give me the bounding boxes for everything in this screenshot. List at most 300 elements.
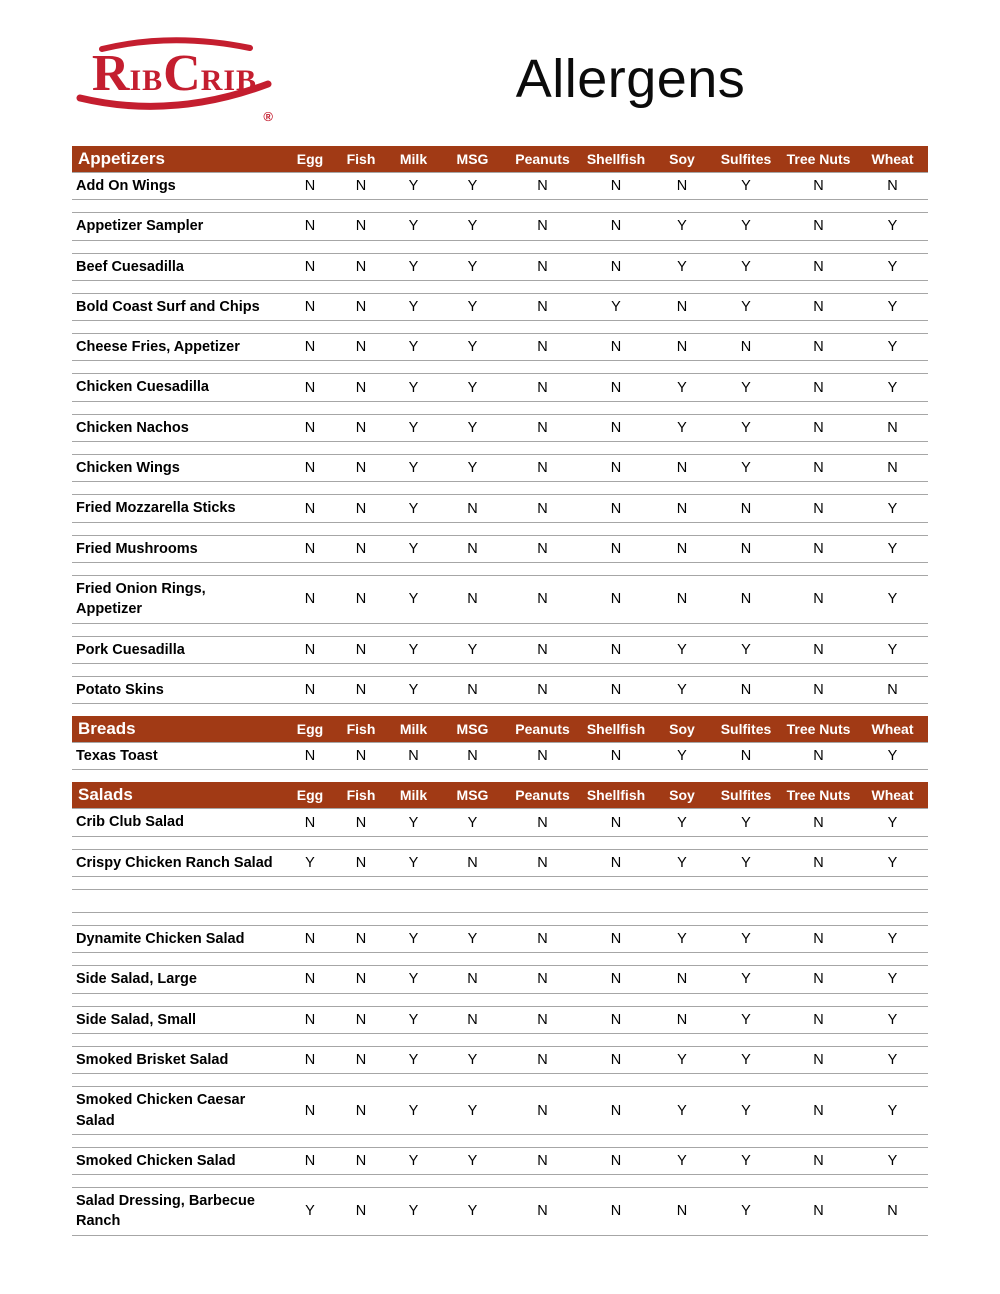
- column-header: Milk: [399, 721, 428, 738]
- table-row: [72, 494, 928, 522]
- allergen-value: Y: [887, 1152, 898, 1169]
- allergen-value: N: [355, 1152, 367, 1169]
- item-name: Crib Club Salad: [76, 814, 184, 831]
- allergen-value: Y: [741, 641, 751, 658]
- allergen-value: Y: [741, 1102, 751, 1119]
- allergen-value: N: [676, 339, 688, 356]
- allergen-value: N: [740, 500, 752, 517]
- page-header: [0, 0, 1000, 130]
- logo-letter: R: [91, 45, 130, 102]
- column-header: Wheat: [871, 151, 914, 167]
- allergen-value: Y: [887, 591, 898, 608]
- allergen-value: N: [304, 1102, 316, 1119]
- allergen-value: Y: [467, 379, 478, 396]
- allergen-value: Y: [887, 1102, 898, 1119]
- allergen-value: N: [676, 500, 688, 517]
- table-row: [72, 1187, 928, 1236]
- allergen-value: Y: [887, 258, 898, 275]
- allergen-value: N: [355, 1011, 367, 1028]
- table-row: [72, 965, 928, 993]
- allergen-value: Y: [467, 258, 478, 275]
- allergen-value: Y: [408, 1203, 419, 1220]
- column-header: Shellfish: [586, 721, 646, 738]
- table-row: [72, 1046, 928, 1074]
- allergen-value: Y: [467, 218, 478, 235]
- allergen-value: N: [304, 971, 316, 988]
- allergen-value: Y: [408, 641, 419, 658]
- item-name: Bold Coast Surf and Chips: [76, 298, 260, 315]
- allergen-value: N: [813, 379, 824, 396]
- allergen-value: N: [813, 1203, 824, 1220]
- allergen-value: N: [610, 1203, 622, 1220]
- allergen-value: N: [467, 971, 478, 988]
- allergen-value: N: [467, 591, 478, 608]
- item-name: Appetizer Sampler: [76, 218, 204, 235]
- allergen-value: N: [304, 641, 316, 658]
- table-row: [72, 333, 928, 361]
- allergen-value: N: [467, 1011, 478, 1028]
- allergen-value: Y: [887, 854, 898, 871]
- allergen-value: Y: [408, 379, 419, 396]
- section-salads: [72, 782, 928, 1235]
- allergen-value: N: [467, 748, 478, 765]
- allergen-value: Y: [408, 178, 419, 195]
- column-header: Tree Nuts: [786, 787, 851, 804]
- allergen-value: N: [610, 1052, 622, 1069]
- allergen-value: N: [537, 339, 548, 356]
- allergen-value: N: [537, 540, 548, 557]
- allergen-value: N: [537, 1102, 548, 1119]
- item-name: Add On Wings: [76, 178, 176, 194]
- allergen-value: Y: [408, 218, 419, 235]
- allergen-value: N: [355, 682, 367, 698]
- allergen-value: N: [355, 971, 367, 988]
- allergen-value: Y: [741, 814, 751, 831]
- allergen-value: N: [355, 591, 367, 608]
- allergen-value: N: [537, 178, 548, 195]
- allergen-value: N: [355, 1052, 367, 1069]
- allergen-value: N: [537, 218, 548, 235]
- item-name: Smoked Chicken Salad: [76, 1152, 236, 1169]
- allergen-value: N: [304, 178, 316, 195]
- allergen-value: N: [813, 971, 824, 988]
- allergen-value: N: [355, 500, 367, 517]
- allergen-value: Y: [677, 1102, 687, 1119]
- allergen-value: N: [610, 931, 622, 948]
- column-header: Peanuts: [515, 151, 570, 167]
- allergen-value: N: [537, 258, 548, 275]
- allergen-value: N: [676, 299, 688, 316]
- table-row: [72, 1147, 928, 1175]
- item-name: Smoked Brisket Salad: [76, 1051, 229, 1068]
- allergen-value: Y: [677, 379, 687, 396]
- allergen-value: N: [355, 540, 367, 557]
- section-title: Breads: [78, 719, 136, 739]
- allergen-value: N: [355, 299, 367, 316]
- allergen-value: Y: [887, 379, 898, 396]
- allergen-value: Y: [741, 1052, 751, 1069]
- allergen-value: N: [355, 931, 367, 948]
- allergen-value: N: [304, 931, 316, 948]
- allergen-value: Y: [887, 1011, 898, 1028]
- allergen-value: N: [537, 1052, 548, 1069]
- allergen-value: N: [676, 971, 688, 988]
- allergen-value: Y: [887, 1052, 898, 1069]
- allergen-value: N: [813, 1052, 824, 1069]
- allergen-value: N: [887, 178, 898, 195]
- allergen-value: N: [355, 814, 367, 831]
- allergen-value: Y: [741, 854, 751, 871]
- table-row: [72, 535, 928, 563]
- allergen-value: Y: [741, 379, 751, 396]
- allergen-value: N: [304, 419, 316, 436]
- table-row: [72, 1006, 928, 1034]
- column-header: Fish: [346, 787, 376, 804]
- allergen-value: N: [676, 178, 688, 195]
- allergen-value: N: [304, 339, 316, 356]
- allergen-value: N: [676, 460, 688, 477]
- allergen-value: N: [813, 814, 824, 831]
- allergen-value: Y: [408, 814, 419, 831]
- table-row: [72, 575, 928, 624]
- allergen-value: Y: [408, 1052, 419, 1069]
- allergen-value: Y: [467, 931, 478, 948]
- allergen-value: N: [355, 178, 367, 195]
- allergen-value: N: [610, 814, 622, 831]
- allergen-value: N: [813, 178, 824, 195]
- allergen-value: N: [740, 591, 752, 608]
- column-header: MSG: [456, 787, 489, 804]
- section-header: [72, 146, 928, 172]
- column-header: Wheat: [871, 787, 914, 804]
- table-row: [72, 808, 928, 836]
- allergen-value: N: [610, 419, 622, 436]
- allergen-value: N: [610, 591, 622, 608]
- allergen-value: N: [887, 460, 898, 477]
- allergen-value: Y: [887, 931, 898, 948]
- allergen-value: N: [813, 1152, 824, 1169]
- allergen-value: N: [304, 1052, 316, 1069]
- allergen-value: Y: [408, 854, 419, 871]
- logo-letter: RIB: [200, 64, 258, 97]
- column-header: Shellfish: [586, 151, 646, 167]
- allergen-value: N: [355, 641, 367, 658]
- allergen-value: Y: [741, 178, 751, 195]
- allergen-value: Y: [467, 460, 478, 477]
- allergen-value: N: [610, 641, 622, 658]
- item-name: Texas Toast: [76, 748, 158, 765]
- allergen-value: N: [610, 540, 622, 557]
- allergen-value: Y: [741, 218, 751, 235]
- allergen-value: Y: [467, 1102, 478, 1119]
- allergen-value: N: [537, 591, 548, 608]
- allergen-value: N: [676, 591, 688, 608]
- allergen-value: Y: [408, 682, 419, 698]
- allergen-value: Y: [887, 971, 898, 988]
- allergen-value: N: [676, 1203, 688, 1220]
- allergen-value: N: [304, 460, 316, 477]
- allergen-value: N: [304, 500, 316, 517]
- table-row: [72, 676, 928, 704]
- allergen-value: Y: [677, 419, 687, 436]
- allergen-value: N: [355, 379, 367, 396]
- item-name: [72, 899, 285, 903]
- allergen-value: N: [537, 748, 548, 765]
- allergen-value: Y: [887, 748, 898, 765]
- allergen-value: N: [304, 748, 316, 765]
- allergen-value: N: [610, 1152, 622, 1169]
- allergen-value: N: [537, 971, 548, 988]
- allergen-value: N: [467, 540, 478, 557]
- allergen-value: N: [355, 748, 367, 765]
- allergen-value: Y: [677, 854, 687, 871]
- allergen-value: N: [355, 460, 367, 477]
- allergen-value: N: [304, 814, 316, 831]
- allergen-value: Y: [887, 339, 898, 356]
- table-row: [72, 414, 928, 442]
- allergen-value: Y: [741, 1152, 751, 1169]
- allergen-value: N: [304, 591, 316, 608]
- table-row: [72, 849, 928, 877]
- page-title: Allergens: [515, 49, 746, 109]
- allergen-value: N: [610, 971, 622, 988]
- allergen-value: Y: [408, 339, 419, 356]
- allergen-value: N: [304, 218, 316, 235]
- allergen-value: N: [813, 500, 824, 517]
- column-header: Sulfites: [720, 787, 772, 804]
- allergen-value: N: [304, 379, 316, 396]
- allergen-value: N: [813, 419, 824, 436]
- allergen-value: Y: [408, 1102, 419, 1119]
- table-row: [72, 1086, 928, 1135]
- allergen-value: N: [610, 682, 622, 698]
- allergen-value: N: [887, 682, 898, 698]
- allergen-value: Y: [741, 419, 751, 436]
- allergen-value: N: [610, 854, 622, 871]
- allergen-value: Y: [887, 641, 898, 658]
- item-name: Salad Dressing, Barbecue Ranch: [76, 1193, 255, 1230]
- allergen-value: Y: [887, 814, 898, 831]
- section-breads: [72, 716, 928, 770]
- column-header: Egg: [296, 721, 324, 738]
- allergen-value: N: [537, 814, 548, 831]
- logo-wordmark: [82, 45, 267, 102]
- allergen-value: Y: [408, 1152, 419, 1169]
- item-name: Potato Skins: [76, 681, 164, 698]
- allergen-value: Y: [741, 1011, 751, 1028]
- allergen-value: N: [813, 931, 824, 948]
- allergen-value: N: [813, 854, 824, 871]
- item-name: Beef Cuesadilla: [76, 258, 184, 275]
- allergen-value: N: [813, 748, 824, 765]
- allergen-value: N: [537, 854, 548, 871]
- allergen-value: Y: [677, 748, 687, 765]
- allergen-value: Y: [677, 1052, 687, 1069]
- allergen-value: Y: [408, 971, 419, 988]
- allergen-value: Y: [408, 500, 419, 517]
- allergen-value: N: [304, 682, 316, 698]
- allergen-value: N: [408, 748, 419, 765]
- allergen-value: Y: [741, 1203, 751, 1220]
- allergen-value: N: [813, 540, 824, 557]
- allergen-value: Y: [408, 419, 419, 436]
- column-header: Milk: [399, 787, 428, 804]
- allergen-value: N: [467, 500, 478, 517]
- column-header: Tree Nuts: [786, 151, 851, 167]
- allergen-value: Y: [467, 1152, 478, 1169]
- item-name: Dynamite Chicken Salad: [76, 931, 245, 948]
- registered-trademark: ®: [263, 109, 273, 124]
- item-name: Chicken Cuesadilla: [76, 379, 209, 396]
- allergen-value: Y: [741, 460, 751, 477]
- allergen-value: Y: [408, 591, 419, 608]
- item-name: Chicken Wings: [76, 460, 180, 477]
- column-header: Peanuts: [515, 787, 570, 804]
- ribcrib-logo: [72, 34, 277, 124]
- allergen-value: Y: [408, 931, 419, 948]
- item-name: Smoked Chicken Caesar Salad: [76, 1092, 246, 1129]
- allergen-value: N: [537, 460, 548, 477]
- column-header: Shellfish: [586, 787, 646, 804]
- allergen-value: Y: [741, 931, 751, 948]
- item-name: Side Salad, Large: [76, 971, 197, 988]
- allergen-value: N: [537, 379, 548, 396]
- allergen-value: N: [537, 641, 548, 658]
- allergen-value: Y: [467, 814, 478, 831]
- allergen-value: Y: [408, 299, 419, 316]
- allergen-value: N: [355, 339, 367, 356]
- table-row: [72, 742, 928, 770]
- allergen-value: Y: [467, 299, 478, 316]
- table-row: [72, 172, 928, 200]
- column-header: Sulfites: [720, 721, 772, 738]
- allergen-value: N: [740, 540, 752, 557]
- allergen-value: Y: [467, 1052, 478, 1069]
- allergen-value: N: [813, 258, 824, 275]
- item-name: Crispy Chicken Ranch Salad: [76, 854, 273, 871]
- allergen-value: N: [610, 748, 622, 765]
- table-row: [72, 889, 928, 913]
- column-header: Egg: [296, 787, 324, 804]
- allergen-value: N: [813, 460, 824, 477]
- column-header: Soy: [669, 721, 695, 738]
- allergen-value: Y: [677, 641, 687, 658]
- column-header: Milk: [399, 151, 428, 167]
- allergen-value: N: [740, 339, 752, 356]
- column-header: MSG: [456, 151, 489, 167]
- table-row: [72, 454, 928, 482]
- allergen-value: Y: [305, 854, 315, 871]
- table-row: [72, 212, 928, 240]
- allergen-value: Y: [467, 339, 478, 356]
- allergen-value: N: [537, 419, 548, 436]
- allergen-value: N: [887, 1203, 898, 1220]
- allergen-value: Y: [467, 1203, 478, 1220]
- allergen-value: N: [537, 682, 548, 698]
- item-name: Fried Mushrooms: [76, 540, 198, 557]
- allergen-value: N: [610, 1011, 622, 1028]
- allergen-value: N: [537, 299, 548, 316]
- allergen-value: Y: [887, 500, 898, 517]
- allergen-value: N: [813, 682, 824, 698]
- item-name: Fried Mozzarella Sticks: [76, 500, 236, 517]
- allergen-value: N: [813, 1102, 824, 1119]
- allergen-value: Y: [677, 814, 687, 831]
- column-header: Peanuts: [515, 721, 570, 738]
- allergen-value: Y: [741, 971, 751, 988]
- allergen-value: N: [537, 500, 548, 517]
- section-header: [72, 782, 928, 808]
- allergen-value: N: [537, 1011, 548, 1028]
- allergen-value: Y: [408, 258, 419, 275]
- allergen-value: N: [813, 299, 824, 316]
- allergen-value: N: [610, 218, 622, 235]
- allergen-table: [72, 146, 928, 1236]
- allergen-value: N: [610, 258, 622, 275]
- allergen-value: N: [740, 682, 752, 698]
- allergen-value: Y: [467, 178, 478, 195]
- column-header: Wheat: [871, 721, 914, 738]
- allergen-value: N: [304, 258, 316, 275]
- column-header: Soy: [669, 787, 695, 804]
- allergen-value: N: [610, 379, 622, 396]
- allergen-value: Y: [611, 299, 621, 316]
- column-header: Egg: [296, 151, 324, 167]
- allergen-value: N: [355, 854, 367, 871]
- logo-letter: IB: [129, 64, 164, 97]
- allergen-value: Y: [677, 218, 687, 235]
- allergen-value: N: [537, 1152, 548, 1169]
- allergen-value: N: [813, 339, 824, 356]
- logo-letter: C: [163, 45, 201, 102]
- item-name: Side Salad, Small: [76, 1011, 197, 1028]
- allergen-value: N: [610, 460, 622, 477]
- table-row: [72, 636, 928, 664]
- allergen-value: N: [355, 419, 367, 436]
- allergen-value: Y: [741, 258, 751, 275]
- allergen-value: N: [355, 258, 367, 275]
- allergen-value: Y: [887, 218, 898, 235]
- allergen-value: N: [887, 419, 898, 436]
- section-appetizers: [72, 146, 928, 704]
- allergen-value: N: [813, 1011, 824, 1028]
- allergen-value: Y: [467, 641, 478, 658]
- allergen-value: N: [304, 1011, 316, 1028]
- allergen-value: Y: [677, 682, 687, 698]
- item-name: Pork Cuesadilla: [76, 641, 185, 658]
- allergen-value: Y: [408, 1011, 419, 1028]
- item-name: Cheese Fries, Appetizer: [76, 339, 240, 356]
- allergen-value: N: [610, 1102, 622, 1119]
- allergen-value: N: [467, 854, 478, 871]
- section-title: Salads: [78, 785, 133, 805]
- section-header: [72, 716, 928, 742]
- allergen-value: Y: [305, 1203, 315, 1220]
- allergen-value: N: [537, 1203, 548, 1220]
- allergen-value: N: [813, 218, 824, 235]
- allergen-value: N: [676, 1011, 688, 1028]
- allergen-value: N: [676, 540, 688, 557]
- table-row: [72, 925, 928, 953]
- allergen-value: Y: [677, 1152, 687, 1169]
- allergen-value: N: [304, 540, 316, 557]
- allergen-value: N: [813, 641, 824, 658]
- table-row: [72, 293, 928, 321]
- allergen-value: Y: [887, 540, 898, 557]
- allergen-value: N: [355, 218, 367, 235]
- section-title: Appetizers: [78, 149, 165, 168]
- allergen-value: Y: [741, 299, 751, 316]
